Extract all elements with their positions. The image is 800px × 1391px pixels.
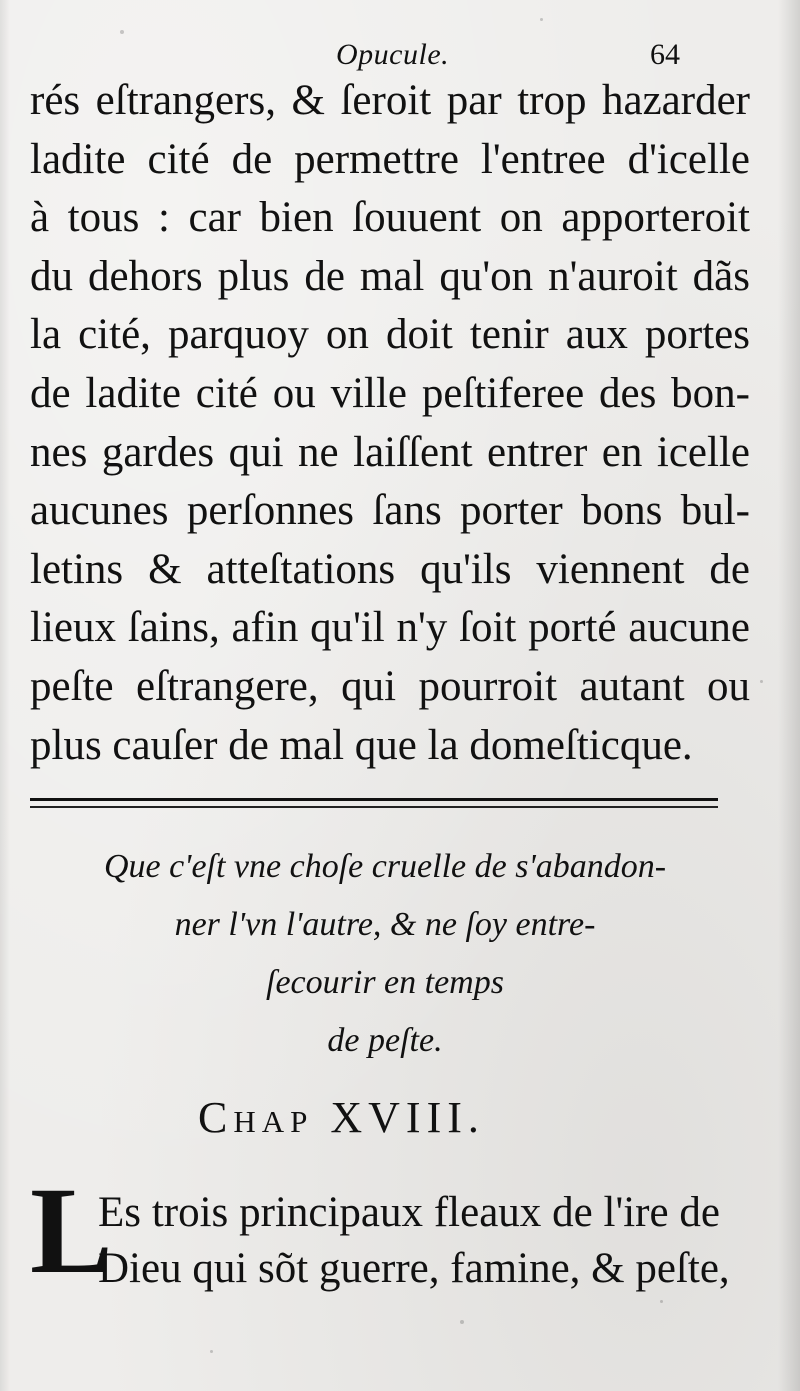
running-head	[0, 38, 800, 74]
page-number: 64	[650, 38, 680, 71]
paper-speck	[120, 30, 124, 34]
text-line: de ladite cité ou ville peſtiferee des bon-	[30, 369, 750, 417]
text-line: Es trois principaux fleaux de l'ire de	[98, 1189, 720, 1236]
text-line: du dehors plus de mal qu'on n'auroit dãs	[30, 252, 750, 300]
text-line: peſte eſtrangere, qui pourroit autant ou	[30, 662, 750, 710]
paper-speck	[210, 1350, 213, 1353]
text-line: plus cauſer de mal que la domeſticque.	[30, 721, 693, 769]
body-paragraph	[30, 72, 750, 775]
text-line: la cité, parquoy on doit tenir aux portes	[30, 311, 750, 359]
chapter-numeral: XVIII.	[330, 1093, 485, 1142]
paper-speck	[660, 1300, 663, 1303]
section-heading	[60, 838, 710, 1070]
text-line: lieux ſains, afin qu'il n'y ſoit porté aucune	[30, 604, 750, 652]
chapter-title	[198, 1092, 485, 1143]
text-line: ladite cité de permettre l'entree d'icelle	[30, 135, 750, 183]
chapter-label: Chap	[198, 1093, 314, 1142]
paper-speck	[760, 680, 763, 683]
section-rule	[30, 798, 718, 801]
text-line: letins & atteſtations qu'ils viennent de	[30, 545, 750, 593]
page-left-shadow	[0, 0, 10, 1391]
text-line: Dieu qui sõt guerre, famine, & peſte,	[98, 1245, 730, 1292]
heading-line: Que c'eſt vne choſe cruelle de s'abandon-	[103, 848, 667, 885]
heading-line: ſecourir en temps	[266, 964, 504, 1001]
text-line: à tous : car bien ſouuent on apporteroit	[30, 194, 750, 242]
opening-paragraph	[98, 1185, 730, 1297]
text-line: nes gardes qui ne laiſſent entrer en icelle	[30, 428, 750, 476]
paper-speck	[460, 1320, 464, 1324]
text-line: aucunes perſonnes ſans porter bons bul-	[30, 487, 750, 535]
running-head-title: Opucule.	[336, 38, 450, 71]
text-line: rés eſtrangers, & ſeroit par trop hazarder	[30, 77, 750, 124]
section-rule-double	[30, 806, 718, 808]
paper-speck	[540, 18, 543, 21]
page-right-shadow	[778, 0, 800, 1391]
heading-line: de peſte.	[327, 1022, 443, 1059]
heading-line: ner l'vn l'autre, & ne ſoy entre-	[174, 906, 596, 943]
drop-cap: L	[30, 1162, 113, 1299]
